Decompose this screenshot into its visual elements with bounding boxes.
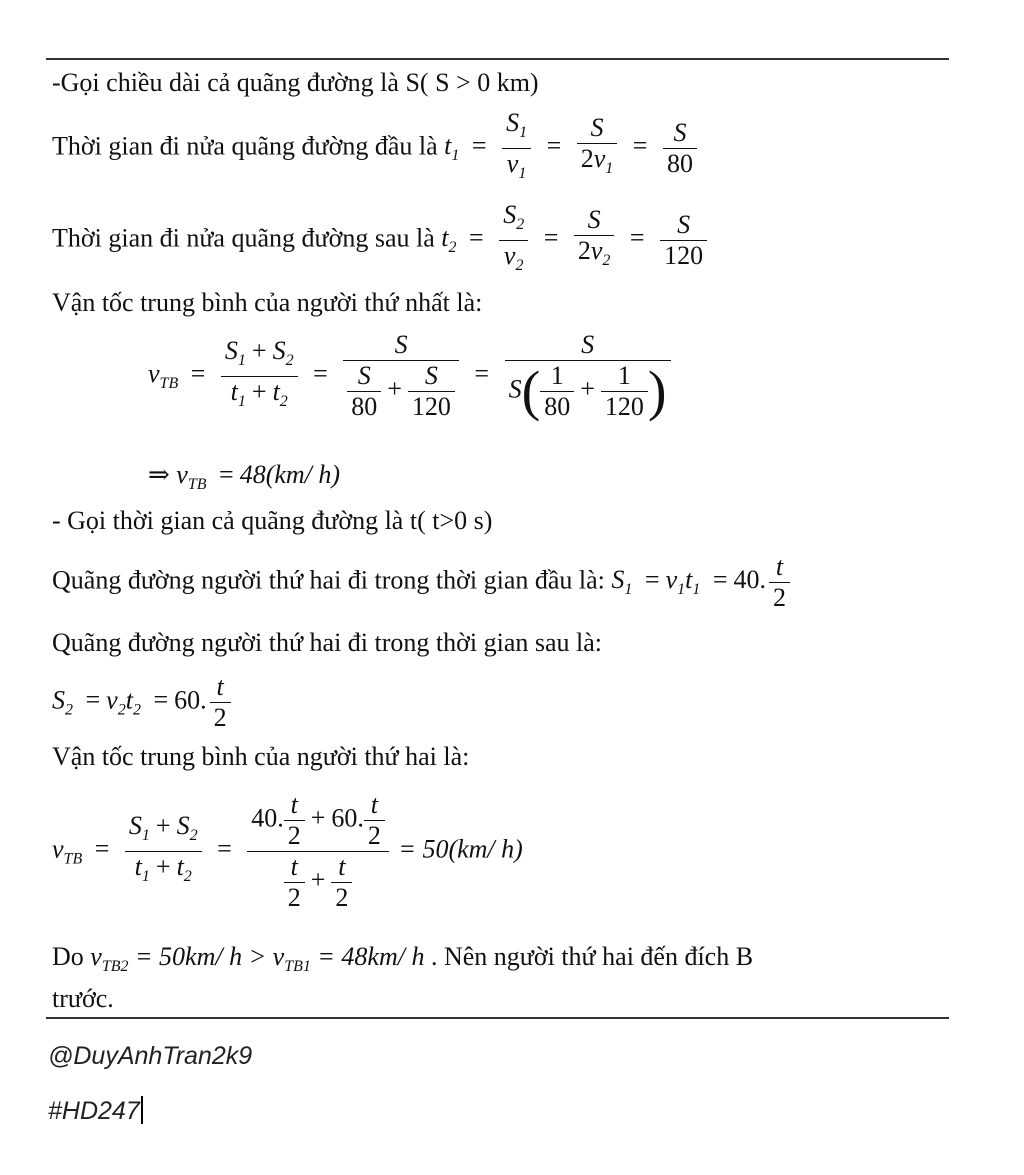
line-conclusion-end: trước. xyxy=(52,984,114,1013)
line-s1 xyxy=(52,552,793,613)
conclusion-formula: $v_{TB2} = 50km/$ $h > v_{TB1} = 48km/$ h xyxy=(90,942,425,975)
vtb2-formula: $v_{TB}$ = $\frac{S_1 + S_2}{t_1 + t_2}$ = 40. $\frac{t}{2}$ + 60. $\frac{t}{2}$ $\frac{t}{2}$ + $\frac{t}{2}$ = 50(km/ h) xyxy=(52,790,523,912)
line-definition-s: -Gọi chiều dài cả quãng đường là S( S > 0 km) xyxy=(52,68,539,97)
author-handle: @DuyAnhTran2k9 xyxy=(48,1042,253,1070)
t2-label: Thời gian đi nửa quãng đường sau là xyxy=(52,223,435,253)
top-rule xyxy=(46,58,949,60)
t2-formula: $t_2$ = $\frac{S_2}{v_2}$ = $\frac{S}{2v_2}$ = $\frac{S}{120}$ xyxy=(441,223,710,252)
line-s2-label: Quãng đường người thứ hai đi trong thời gian sau là: xyxy=(52,628,603,657)
line-avg-speed-2-label: Vận tốc trung bình của người thứ hai là: xyxy=(52,742,470,771)
vtb1-formula: $v_{TB}$ = $\frac{S_1 + S_2}{t_1 + t_2}$ = S $\frac{S}{80}$ + $\frac{S}{120}$ = S S( $\frac{1}{80}$ + $\frac{1}{120}$ ) xyxy=(148,330,674,422)
hashtag[interactable]: #HD247 xyxy=(48,1096,143,1126)
vtb1-result: ⇒ $v_{TB} = 48(km/$ h) xyxy=(148,460,341,493)
line-t1 xyxy=(52,108,700,189)
text-cursor xyxy=(141,1096,143,1124)
bottom-rule xyxy=(46,1017,949,1019)
line-t2 xyxy=(52,200,710,281)
line-conclusion: Do $v_{TB2} = 50km/$ $h > v_{TB1} = 48km/$ h . Nên người thứ hai đến đích B xyxy=(52,942,754,975)
line-definition-t: - Gọi thời gian cả quãng đường là t( t>0 s) xyxy=(52,506,493,535)
t1-formula: $t_1$ = $\frac{S_1}{v_1}$ = $\frac{S}{2v_1}$ = $\frac{S}{80}$ xyxy=(444,131,700,160)
s2-formula: $S_2 = v_2t_2 = 60$. $\frac{t}{2}$ xyxy=(52,672,234,733)
s1-formula: $S_1 = v_1t_1 = 40$. $\frac{t}{2}$ xyxy=(611,565,793,594)
t1-label: Thời gian đi nửa quãng đường đầu là xyxy=(52,131,438,161)
s1-label: Quãng đường người thứ hai đi trong thời gian đầu là: xyxy=(52,565,605,595)
line-avg-speed-1-label: Vận tốc trung bình của người thứ nhất là: xyxy=(52,288,483,317)
